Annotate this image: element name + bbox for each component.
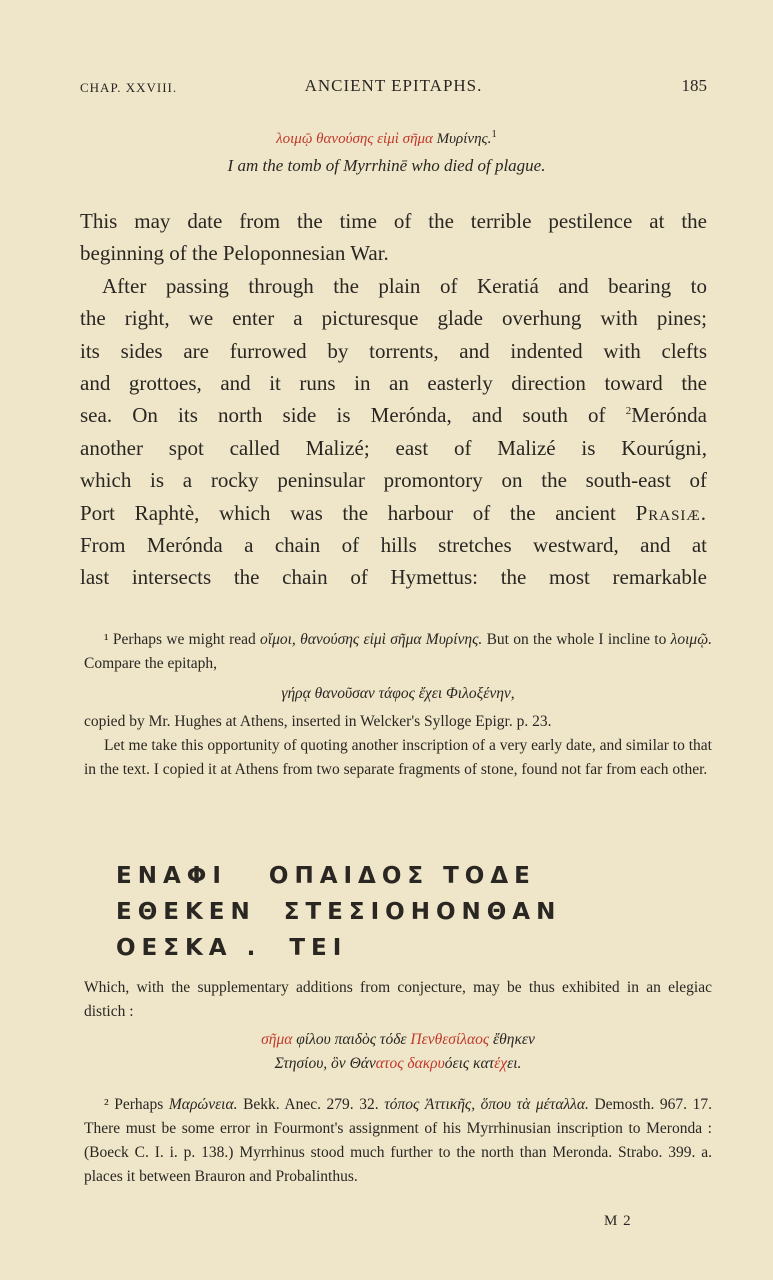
signature-mark: M 2 xyxy=(604,1213,632,1229)
elegiac-distich-line-2: Στησίου, ὃν Θάνατος δακρυόεις κατέχει. xyxy=(274,1055,522,1072)
page-number: 185 xyxy=(681,76,707,95)
running-header xyxy=(80,76,707,100)
quoted-epitaph: γήρᾳ θανοῦσαν τάφος ἔχει Φιλοξένην, xyxy=(281,685,515,702)
footnote-1-continued: Which, with the supplementary additions from conjecture, may be thus exhibited in an elegiac distich : σῆμα φίλου παιδὸς τόδε Πενθεσίλαος ἔθηκεν Στησίου, ὃν Θάνατος δακρυόεις κατέχει. xyxy=(84,976,712,1076)
epigraph-greek: λοιμῷ θανούσης εἰμὶ σῆμα Μυρίνης.$^1$ xyxy=(276,128,497,147)
footnote-ref-2: 2 xyxy=(625,405,632,418)
epigraph-translation: I am the tomb of Myrrhinē who died of plague. xyxy=(227,156,546,175)
elegiac-distich-line-1: σῆμα φίλου παιδὸς τόδε Πενθεσίλαος ἔθηκεν xyxy=(261,1031,535,1048)
main-text: This may date from the time of the terrible pestilence at the beginning of the Peloponnesian War. After passing through the plain of Keratiá and bearing to the right, we enter a picturesque glade overhung with pines; its sides are furrowed by torrents, and indented with clefts and grottoes, and it runs in an easterly direction toward the sea. On its north side is Merónda, and south of $^2$Merónda another spot called Malizé; east of Malizé is Kourúgni, which is a rocky peninsular promontory on the south-east of Port Raphtè, which was the harbour of the ancient Prasiæ. From Merónda a chain of hills stretches westward, and at last intersects the chain of Hymettus: the most remarkable xyxy=(80,209,708,590)
footnote-1: ¹ Perhaps we might read οἴμοι, θανούσης εἰμὶ σῆμα Μυρίνης. But on the whole I incline to λοιμῷ. Compare the epitaph, γήρᾳ θανοῦσαν τάφος ἔχει Φιλοξένην, copied by Mr. Hughes at Athens, inserted in Welcker's Sylloge Epigr. p. 23. Let me take this opportunity of quoting another inscription of a very early date, and similar to that in the text. I copied it at Athens from two separate fragments of stone, found not far from each other. xyxy=(84,631,713,778)
footnote-2: ² Perhaps Μαρώνεια. Bekk. Anec. 279. 32. τόπος Ἀττικῆς, ὅπου τὰ μέταλλα. Demosth. 967. 17. There must be some error in Fourmont's assignment of his Myrrhinusian inscription to Meronda : (Boeck C. I. i. p. 138.) Myrrhinus stood much further to the north than Meronda. Strabo. 399. a. places it between Brauron and Probalinthus. xyxy=(84,1096,712,1185)
chapter-label: CHAP. XXVIII. xyxy=(80,80,178,95)
archaic-inscription: ΕΝΑΦΙ ΟΠΑΙΔΟΣ ΤΟΔΕ ΕΘΕΚΕΝ ΣΤΕΣΙΟΗΟΝΘΑΝ ΟΕΣΚΑ . ΤΕΙ xyxy=(116,863,562,961)
page-title: ANCIENT EPITAPHS. xyxy=(304,76,483,95)
footnote-ref-1: 1 xyxy=(491,128,497,140)
